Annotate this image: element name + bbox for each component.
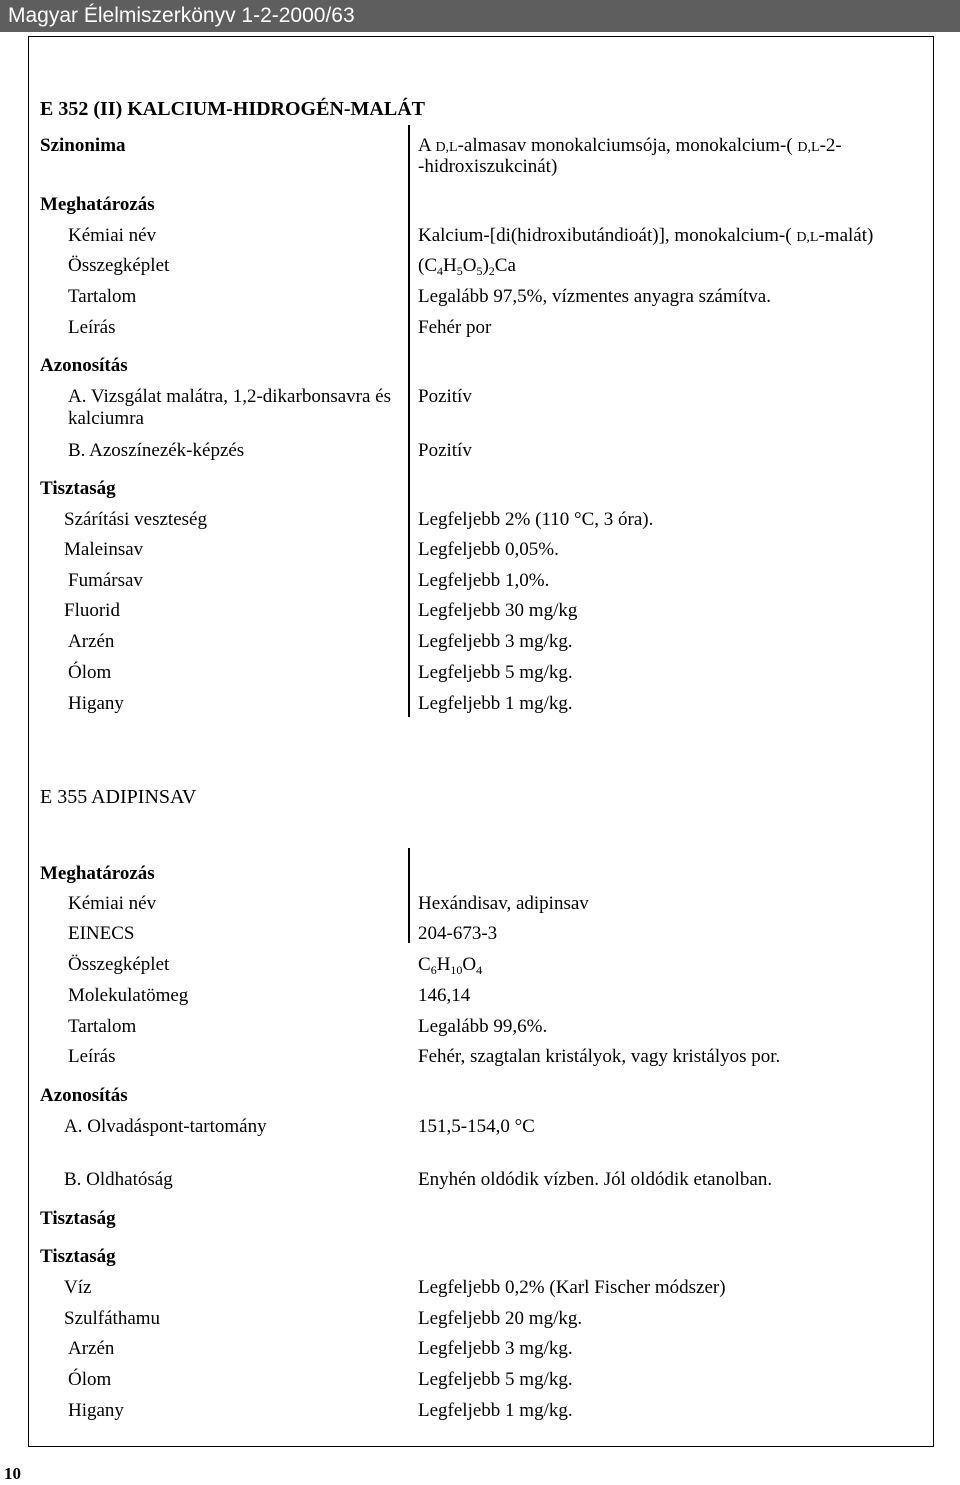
e355-id-a-value: 151,5-154,0 °C bbox=[418, 1116, 535, 1137]
e355-content-value: Legalább 99,6%. bbox=[418, 1016, 548, 1037]
e352-id-b-value: Pozitív bbox=[418, 440, 472, 461]
e352-id-a-label-line-1: A. Vizsgálat malátra, 1,2-dikarbonsavra és bbox=[68, 386, 391, 407]
e355-description-label: Leírás bbox=[68, 1046, 116, 1067]
e355-identification-label: Azonosítás bbox=[40, 1085, 128, 1106]
e352-purity-value-fluoride: Legfeljebb 30 mg/kg bbox=[418, 600, 578, 621]
e352-purity-label-fluoride: Fluorid bbox=[64, 600, 120, 621]
e352-content-value: Legalább 97,5%, vízmentes anyagra számítva. bbox=[418, 286, 771, 307]
e355-purity-value-mercury: Legfeljebb 1 mg/kg. bbox=[418, 1400, 573, 1421]
e352-purity-label-lead: Ólom bbox=[68, 662, 112, 683]
e352-purity-label-fumaric: Fumársav bbox=[68, 570, 143, 591]
e352-definition-label: Meghatározás bbox=[40, 194, 155, 215]
e355-einecs-label: EINECS bbox=[68, 923, 135, 944]
e355-purity-value-sulfated-ash: Legfeljebb 20 mg/kg. bbox=[418, 1308, 583, 1329]
e352-identification-label: Azonosítás bbox=[40, 355, 128, 376]
e352-purity-value-mercury: Legfeljebb 1 mg/kg. bbox=[418, 693, 573, 714]
e355-id-b-label: B. Oldhatóság bbox=[64, 1169, 173, 1190]
e352-synonym-line-1: A D,L-almasav monokalciumsója, monokalcium-( D,L-2- bbox=[418, 135, 842, 156]
e355-purity-value-lead: Legfeljebb 5 mg/kg. bbox=[418, 1369, 573, 1390]
e352-purity-value-fumaric: Legfeljebb 1,0%. bbox=[418, 570, 550, 591]
e355-chemical-name-label: Kémiai név bbox=[68, 893, 157, 914]
e352-column-divider bbox=[408, 125, 410, 717]
e352-purity-label-mercury: Higany bbox=[68, 693, 124, 714]
e352-chemical-name-value: Kalcium-[di(hidroxibutándioát)], monokalcium-( D,L-malát) bbox=[418, 225, 874, 246]
e352-chemical-name-label: Kémiai név bbox=[68, 225, 157, 246]
e355-purity-label-2: Tisztaság bbox=[40, 1246, 116, 1267]
e352-id-b-label: B. Azoszínezék-képzés bbox=[68, 440, 245, 461]
e355-mw-label: Molekulatömeg bbox=[68, 985, 189, 1006]
e355-purity-value-water: Legfeljebb 0,2% (Karl Fischer módszer) bbox=[418, 1277, 726, 1298]
e355-definition-label: Meghatározás bbox=[40, 863, 155, 884]
e352-heading: E 352 (II) KALCIUM-HIDROGÉN-MALÁT bbox=[40, 98, 425, 120]
e352-formula-value: $(C_4H_5O_5)_2Ca$ bbox=[418, 255, 516, 278]
page-number: 10 bbox=[4, 1464, 21, 1483]
e352-formula-label: Összegképlet bbox=[68, 255, 170, 276]
e355-id-b-value: Enyhén oldódik vízben. Jól oldódik etanolban. bbox=[418, 1169, 773, 1190]
e352-purity-label-maleic: Maleinsav bbox=[64, 539, 144, 560]
e352-content-label: Tartalom bbox=[68, 286, 137, 307]
e352-id-a-value: Pozitív bbox=[418, 386, 472, 407]
e355-chemical-name-value: Hexándisav, adipinsav bbox=[418, 893, 589, 914]
e355-purity-label-arsenic: Arzén bbox=[68, 1338, 115, 1359]
e352-purity-value-lead: Legfeljebb 5 mg/kg. bbox=[418, 662, 573, 683]
e352-purity-label-arsenic: Arzén bbox=[68, 631, 115, 652]
e352-description-value: Fehér por bbox=[418, 317, 492, 338]
e352-id-a-label-line-2: kalciumra bbox=[68, 408, 144, 429]
e355-heading: E 355 ADIPINSAV bbox=[40, 786, 197, 808]
e355-description-value: Fehér, szagtalan kristályok, vagy kristályos por. bbox=[418, 1046, 781, 1067]
e355-purity-label-lead: Ólom bbox=[68, 1369, 112, 1390]
e355-purity-label-water: Víz bbox=[64, 1277, 92, 1298]
e355-mw-value: 146,14 bbox=[418, 985, 471, 1006]
e352-synonym-label: Szinonima bbox=[40, 135, 126, 156]
e352-description-label: Leírás bbox=[68, 317, 116, 338]
e352-purity-value-arsenic: Legfeljebb 3 mg/kg. bbox=[418, 631, 573, 652]
e355-formula-label: Összegképlet bbox=[68, 954, 170, 975]
e355-purity-value-arsenic: Legfeljebb 3 mg/kg. bbox=[418, 1338, 573, 1359]
e355-einecs-value: 204-673-3 bbox=[418, 923, 498, 944]
header-title: Magyar Élelmiszerkönyv 1-2-2000/63 bbox=[8, 4, 355, 27]
e355-column-divider bbox=[408, 848, 410, 943]
e352-purity-label-drying: Szárítási veszteség bbox=[64, 509, 207, 530]
e352-purity-value-maleic: Legfeljebb 0,05%. bbox=[418, 539, 559, 560]
content-frame bbox=[28, 36, 934, 1447]
e355-id-a-label: A. Olvadáspont-tartomány bbox=[64, 1116, 267, 1137]
e355-purity-label-1: Tisztaság bbox=[40, 1208, 116, 1229]
e355-formula-value: $C_6H_{10}O_4$ bbox=[418, 954, 483, 977]
e352-purity-label: Tisztaság bbox=[40, 478, 116, 499]
e352-synonym-line-2: -hidroxiszukcinát) bbox=[418, 156, 558, 177]
page-header bbox=[0, 0, 960, 32]
e355-content-label: Tartalom bbox=[68, 1016, 137, 1037]
e355-purity-label-sulfated-ash: Szulfáthamu bbox=[64, 1308, 161, 1329]
e352-purity-value-drying: Legfeljebb 2% (110 °C, 3 óra). bbox=[418, 509, 654, 530]
e355-purity-label-mercury: Higany bbox=[68, 1400, 124, 1421]
